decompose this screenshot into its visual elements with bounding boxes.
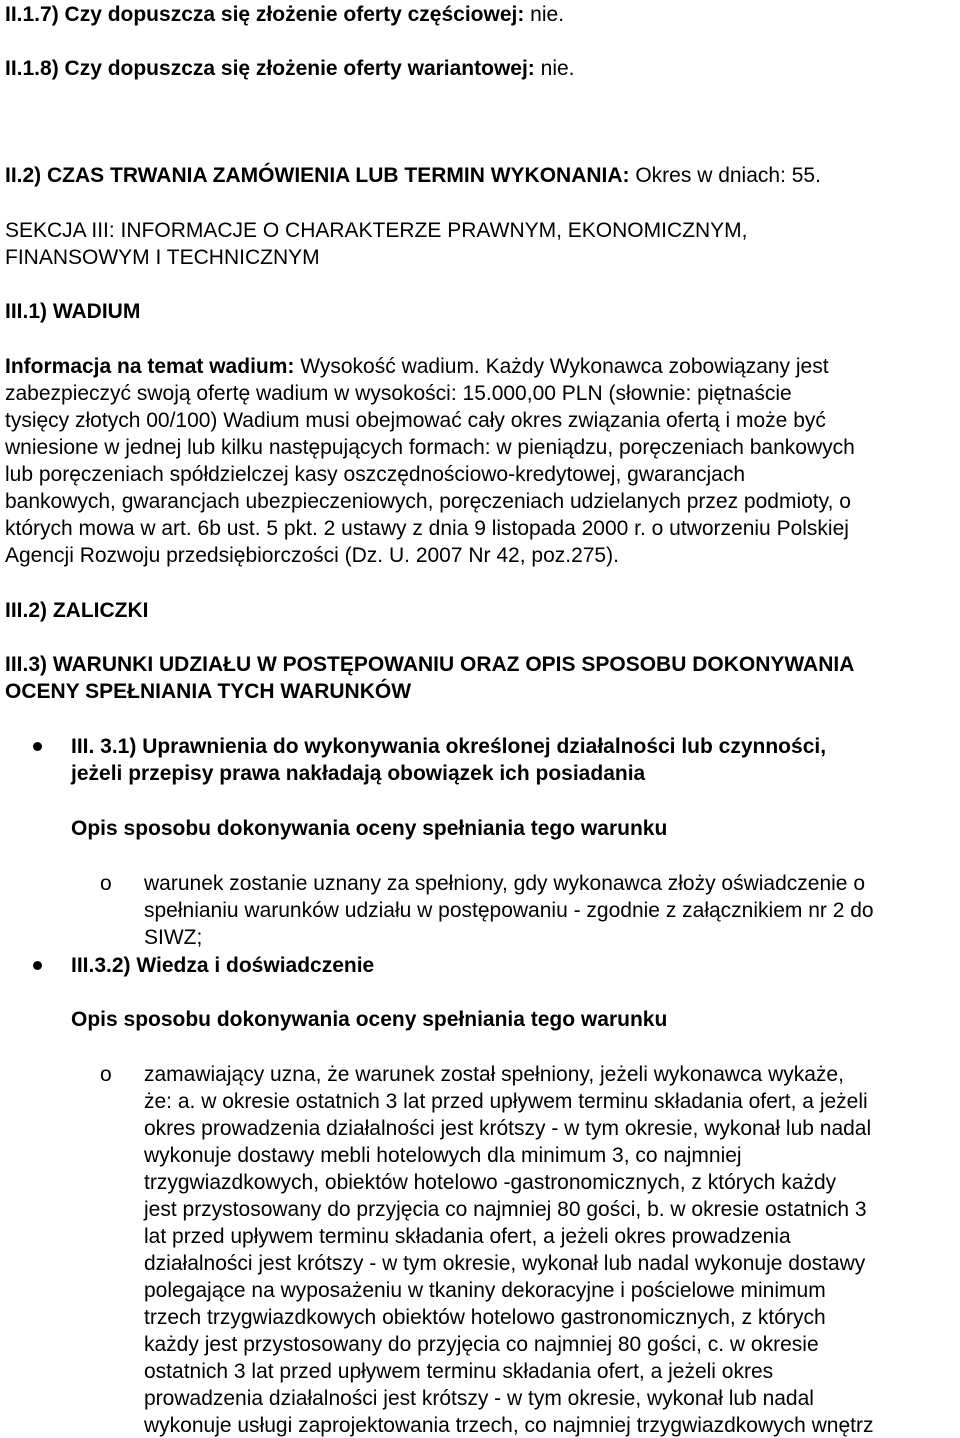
section-label: II.2) CZAS TRWANIA ZAMÓWIENIA LUB TERMIN WYKONANIA: [5, 164, 630, 187]
assessment-heading [71, 1006, 667, 1033]
condition-3-2-text: działalności jest krótszy - w tym okresie, wykonał lub nadal wykonuje dostawy [144, 1252, 866, 1275]
section-iii-heading: SEKCJA III: INFORMACJE O CHARAKTERZE PRAWNYM, EKONOMICZNYM, [5, 219, 748, 242]
wadium-paragraph-line: tysięcy złotych 00/100) Wadium musi obejmować cały okres związania ofertą i może być [5, 409, 826, 432]
condition-3-2-text: trzygwiazdkowych, obiektów hotelowo -gastronomicznych, z których każdy [144, 1171, 837, 1194]
condition-3-2-text: ostatnich 3 lat przed upływem terminu składania ofert, a jeżeli okres [144, 1360, 774, 1383]
condition-3-2-text: że: a. w okresie ostatnich 3 lat przed upływem terminu składania ofert, a jeżeli [144, 1090, 868, 1113]
warunki-heading-text: OCENY SPEŁNIANIA TYCH WARUNKÓW [5, 680, 412, 703]
condition-title-text: III.3.2) Wiedza i doświadczenie [71, 954, 375, 977]
condition-3-2-text: trzech trzygwiazdkowych obiektów hotelowo gastronomicznych, z których [144, 1306, 826, 1329]
wadium-paragraph-line: zabezpieczyć swoją ofertę wadium w wysokości: 15.000,00 PLN (słownie: piętnaście [5, 382, 792, 405]
bullet-icon [33, 961, 42, 970]
section-label: II.1.7) Czy dopuszcza się złożenie oferty częściowej: [5, 3, 525, 26]
condition-3-2-text: wykonuje dostawy mebli hotelowych dla minimum 3, co najmniej [144, 1144, 742, 1167]
condition-3-1-text: spełnianiu warunków udziału w postępowaniu - zgodnie z załącznikiem nr 2 do [144, 899, 874, 922]
condition-title-text: III. 3.1) Uprawnienia do wykonywania określonej działalności lub czynności, [71, 735, 827, 758]
condition-3-2-text: jest przystosowany do przyjęcia co najmniej 80 gości, b. w okresie ostatnich 3 [144, 1198, 867, 1221]
warunki-heading-text: III.3) WARUNKI UDZIAŁU W POSTĘPOWANIU ORAZ OPIS SPOSOBU DOKONYWANIA [5, 653, 855, 676]
wadium-paragraph-line: lub poręczeniach spółdzielczej kasy oszczędnościowo-kredytowej, gwarancjach [5, 463, 746, 486]
zaliczki-heading-text: III.2) ZALICZKI [5, 599, 149, 622]
condition-3-2-text: okres prowadzenia działalności jest krótszy - w tym okresie, wykonał lub nadal [144, 1117, 872, 1140]
condition-3-1-text: warunek zostanie uznany za spełniony, gdy wykonawca złoży oświadczenie o [144, 872, 866, 895]
assessment-heading [71, 815, 667, 842]
assessment-heading-text: Opis sposobu dokonywania oceny spełniania tego warunku [71, 817, 668, 840]
condition-3-2-text: prowadzenia działalności jest krótszy - w tym okresie, wykonał lub nadal [144, 1387, 814, 1410]
section-ii-2 [5, 162, 821, 189]
zaliczki-heading [5, 597, 149, 624]
section-label: II.1.8) Czy dopuszcza się złożenie oferty wariantowej: [5, 57, 535, 80]
warunki-heading-cont [5, 678, 411, 705]
condition-3-1-title-cont [71, 760, 645, 787]
condition-3-2-text: polegające na wyposażeniu w tkaniny dekoracyjne i pościelowe minimum [144, 1279, 826, 1302]
warunki-heading [5, 651, 854, 678]
section-value: Okres w dniach: 55. [629, 164, 821, 187]
section-ii-1-7 [5, 1, 564, 28]
wadium-heading-text: III.1) WADIUM [5, 300, 141, 323]
section-iii-heading-cont: FINANSOWYM I TECHNICZNYM [5, 246, 320, 269]
condition-title-text: jeżeli przepisy prawa nakładają obowiązek ich posiadania [71, 762, 646, 785]
wadium-heading [5, 298, 140, 325]
wadium-paragraph-line [5, 353, 829, 380]
circle-bullet-icon: o [100, 1063, 112, 1086]
section-value: nie. [524, 3, 565, 26]
assessment-heading-text: Opis sposobu dokonywania oceny spełniania tego warunku [71, 1008, 668, 1031]
circle-bullet-icon: o [100, 872, 112, 895]
wadium-paragraph-line: Agencji Rozwoju przedsiębiorczości (Dz. U. 2007 Nr 42, poz.275). [5, 544, 619, 567]
wadium-paragraph-line: których mowa w art. 6b ust. 5 pkt. 2 ustawy z dnia 9 listopada 2000 r. o utworzeniu Polskiej [5, 517, 849, 540]
wadium-paragraph-line: wniesione w jednej lub kilku następujących formach: w pieniądzu, poręczeniach bankowych [5, 436, 855, 459]
condition-3-1-title [71, 733, 826, 760]
condition-3-2-title [71, 952, 374, 979]
condition-3-2-text: lat przed upływem terminu składania ofert, a jeżeli okres prowadzenia [144, 1225, 791, 1248]
bullet-icon [33, 742, 42, 751]
section-ii-1-8 [5, 55, 575, 82]
wadium-paragraph-line: bankowych, gwarancjach ubezpieczeniowych, poręczeniach udzielanych przez podmioty, o [5, 490, 851, 513]
condition-3-2-text: zamawiający uzna, że warunek został spełniony, jeżeli wykonawca wykaże, [144, 1063, 844, 1086]
wadium-value: Wysokość wadium. Każdy Wykonawca zobowiązany jest [294, 355, 829, 378]
condition-3-1-text: SIWZ; [144, 926, 203, 949]
section-value: nie. [534, 57, 575, 80]
wadium-label: Informacja na temat wadium: [5, 355, 295, 378]
condition-3-2-text: wykonuje usługi zaprojektowania trzech, co najmniej trzygwiazdkowych wnętrz [144, 1414, 874, 1437]
condition-3-2-text: każdy jest przystosowany do przyjęcia co najmniej 80 gości, c. w okresie [144, 1333, 819, 1356]
